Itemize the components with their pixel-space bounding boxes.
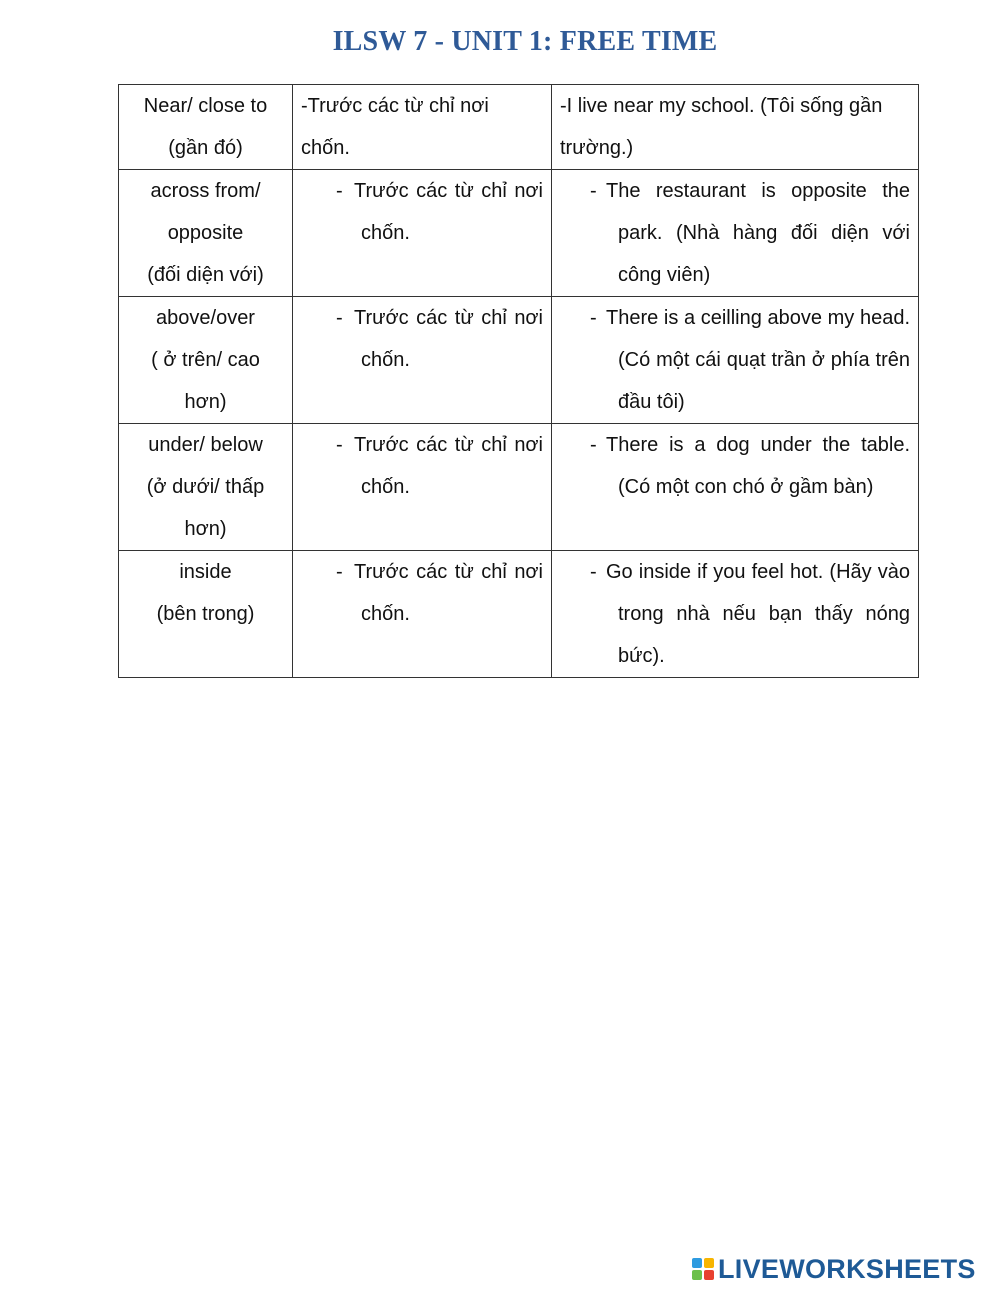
example-item — [560, 551, 910, 677]
usage-cell — [293, 170, 552, 297]
term-line: under/ below — [148, 434, 263, 456]
table-row — [119, 297, 919, 424]
vocabulary-table — [118, 84, 919, 678]
usage-text: Trước các từ chỉ nơi chốn. — [354, 180, 543, 244]
term-line: ( ở trên/ cao — [151, 349, 260, 371]
dash-bullet: - — [590, 561, 597, 583]
usage-item — [301, 424, 543, 508]
example-cell — [552, 297, 919, 424]
term-cell — [119, 551, 293, 678]
dash-bullet: - — [336, 180, 343, 202]
logo-text: LIVEWORKSHEETS — [718, 1253, 976, 1284]
term-line: (gần đó) — [168, 137, 243, 159]
example-text: -I live near my school. (Tôi sống gần trường.) — [560, 95, 883, 159]
example-item — [560, 424, 910, 508]
example-cell — [552, 170, 919, 297]
example-text: There is a ceilling above my head. (Có một cái quạt trần ở phía trên đầu tôi) — [606, 307, 910, 413]
usage-cell — [293, 297, 552, 424]
term-line: (ở dưới/ thấp — [146, 476, 265, 498]
table-row — [119, 85, 919, 170]
term-cell — [119, 85, 293, 170]
term-line: inside — [179, 561, 232, 583]
table-row — [119, 170, 919, 297]
example-cell — [552, 85, 919, 170]
term-cell — [119, 170, 293, 297]
term-line: (đối diện với) — [147, 264, 264, 286]
term-line: (bên trong) — [156, 603, 255, 625]
example-cell — [552, 424, 919, 551]
usage-item — [301, 551, 543, 635]
dash-bullet: - — [336, 561, 343, 583]
liveworksheets-logo-icon — [692, 1258, 714, 1280]
usage-text: Trước các từ chỉ nơi chốn. — [354, 307, 543, 371]
term-line: above/over — [156, 307, 255, 329]
term-cell — [119, 297, 293, 424]
usage-cell — [293, 85, 552, 170]
usage-cell — [293, 551, 552, 678]
usage-text: -Trước các từ chỉ nơi chốn. — [301, 95, 489, 159]
usage-cell — [293, 424, 552, 551]
liveworksheets-logo[interactable] — [692, 1254, 976, 1284]
usage-text: Trước các từ chỉ nơi chốn. — [354, 561, 543, 625]
table-row — [119, 551, 919, 678]
dash-bullet: - — [590, 180, 597, 202]
table-row — [119, 424, 919, 551]
dash-bullet: - — [336, 434, 343, 456]
usage-text: Trước các từ chỉ nơi chốn. — [354, 434, 543, 498]
example-text: Go inside if you feel hot. (Hãy vào trong nhà nếu bạn thấy nóng bức). — [606, 561, 910, 667]
term-line: across from/ — [150, 180, 261, 202]
term-cell — [119, 424, 293, 551]
dash-bullet: - — [590, 307, 597, 329]
example-item — [560, 170, 910, 296]
usage-item — [301, 170, 543, 254]
usage-item — [301, 297, 543, 381]
term-line: Near/ close to — [143, 95, 268, 117]
example-text: The restaurant is opposite the park. (Nhà hàng đối diện với công viên) — [606, 180, 910, 286]
example-text: There is a dog under the table. (Có một con chó ở gầm bàn) — [606, 434, 910, 498]
dash-bullet: - — [590, 434, 597, 456]
term-line: opposite — [167, 222, 244, 244]
example-item — [560, 297, 910, 423]
term-line: hơn) — [184, 518, 227, 540]
dash-bullet: - — [336, 307, 343, 329]
example-cell — [552, 551, 919, 678]
term-line: hơn) — [184, 391, 227, 413]
page-title: ILSW 7 - UNIT 1: FREE TIME — [332, 26, 718, 57]
